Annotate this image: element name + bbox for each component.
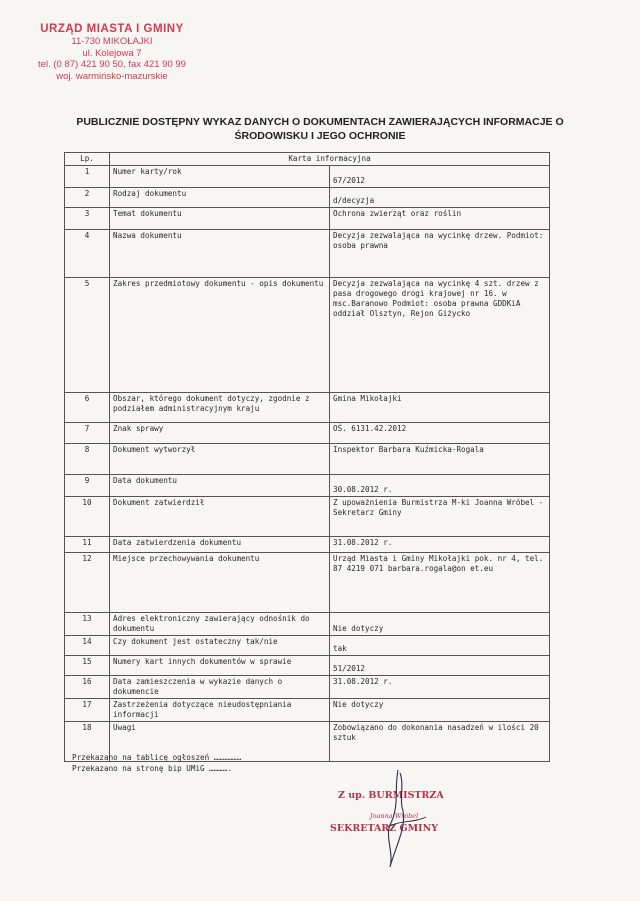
row-value: Decyzja zezwalająca na wycinkę drzew. Podmiot: osoba prawna — [330, 230, 550, 278]
stamp-title: URZĄD MIASTA I GMINY — [40, 23, 184, 35]
row-value: Nie dotyczy — [330, 699, 550, 722]
row-value: d/decyzja — [330, 188, 550, 208]
row-label: Uwagi — [110, 722, 330, 762]
row-label: Rodzaj dokumentu — [110, 188, 330, 208]
handwritten-signature-icon — [330, 765, 480, 875]
table-row — [65, 656, 550, 676]
row-number: 4 — [65, 230, 110, 278]
row-value: 67/2012 — [330, 166, 550, 188]
row-label: Data zamieszczenia w wykazie danych o dokumencie — [110, 676, 330, 699]
row-number: 12 — [65, 553, 110, 613]
row-number: 15 — [65, 656, 110, 676]
row-value: Inspektor Barbara Kuźmicka-Rogala — [330, 444, 550, 475]
table-row — [65, 553, 550, 613]
row-number: 17 — [65, 699, 110, 722]
row-value: Nie dotyczy — [330, 613, 550, 636]
table-row — [65, 166, 550, 188]
footer-bip-page: Przekazano na stronę bip UMiG …………. — [72, 764, 233, 773]
table-row — [65, 444, 550, 475]
row-number: 3 — [65, 208, 110, 230]
row-label: Zakres przedmiotowy dokumentu - opis dokumentu — [110, 278, 330, 393]
row-number: 1 — [65, 166, 110, 188]
header-card: Karta informacyjna — [110, 153, 550, 166]
table-row — [65, 537, 550, 553]
table-row — [65, 699, 550, 722]
row-value: OŚ. 6131.42.2012 — [330, 423, 550, 444]
row-label: Numery kart innych dokumentów w sprawie — [110, 656, 330, 676]
row-label: Nazwa dokumentu — [110, 230, 330, 278]
table-row — [65, 613, 550, 636]
row-value: Decyzja zezwalająca na wycinkę 4 szt. drzew z pasa drogowego drogi krajowej nr 16. w msc.Baranowo Podmiot: osoba prawna GDDKiA oddział Olsztyn, Rejon Giżycko — [330, 278, 550, 393]
row-label: Data dokumentu — [110, 475, 330, 497]
row-label: Numer karty/rok — [110, 166, 330, 188]
office-stamp — [12, 22, 212, 82]
table-row — [65, 230, 550, 278]
row-number: 9 — [65, 475, 110, 497]
document-title-line-2: ŚRODOWISKU I JEGO OCHRONIE — [234, 130, 406, 143]
row-label: Dokument wytworzył — [110, 444, 330, 475]
header-lp: Lp. — [65, 153, 110, 166]
row-label: Znak sprawy — [110, 423, 330, 444]
row-value: Zobowiązano do dokonania nasadzeń w ilości 20 sztuk — [330, 722, 550, 762]
row-value: 31.08.2012 r. — [330, 676, 550, 699]
stamp-line-postal: 11-730 MIKOŁAJKI — [71, 36, 153, 48]
signature-on-behalf: Z up. BURMISTRZA — [338, 790, 444, 801]
table-row — [65, 676, 550, 699]
stamp-line-street: ul. Kolejowa 7 — [82, 47, 142, 59]
information-card-table — [64, 152, 550, 762]
table-row — [65, 278, 550, 393]
row-label: Temat dokumentu — [110, 208, 330, 230]
row-label: Zastrzeżenia dotyczące nieudostępniania informacji — [110, 699, 330, 722]
row-value: tak — [330, 636, 550, 656]
stamp-line-phone: tel. (0 87) 421 90 50, fax 421 90 99 — [38, 59, 186, 71]
table-row — [65, 423, 550, 444]
row-label: Dokument zatwierdził — [110, 497, 330, 537]
row-value: 30.08.2012 r. — [330, 475, 550, 497]
row-number: 11 — [65, 537, 110, 553]
table-row — [65, 636, 550, 656]
row-number: 6 — [65, 393, 110, 423]
row-label: Adres elektroniczny zawierający odnośnik do dokumentu — [110, 613, 330, 636]
row-number: 10 — [65, 497, 110, 537]
row-value: 51/2012 — [330, 656, 550, 676]
row-number: 2 — [65, 188, 110, 208]
table-row — [65, 497, 550, 537]
row-number: 5 — [65, 278, 110, 393]
row-number: 8 — [65, 444, 110, 475]
footer-notice-board: Przekazano na tablicę ogłoszeń ……………… — [72, 753, 242, 762]
table-row — [65, 393, 550, 423]
signature-block — [330, 765, 480, 875]
row-number: 13 — [65, 613, 110, 636]
footer-notes — [72, 752, 241, 774]
table-row — [65, 475, 550, 497]
row-number: 14 — [65, 636, 110, 656]
row-label: Data zatwierdzenia dokumentu — [110, 537, 330, 553]
row-label: Miejsce przechowywania dokumentu — [110, 553, 330, 613]
row-label: Czy dokument jest ostateczny tak/nie — [110, 636, 330, 656]
row-value: Ochrona zwierząt oraz roślin — [330, 208, 550, 230]
signature-name: Joanna Wróbel — [370, 812, 419, 820]
row-label: Obszar, którego dokument dotyczy, zgodnie z podziałem administracyjnym kraju — [110, 393, 330, 423]
row-value: Gmina Mikołajki — [330, 393, 550, 423]
table-header-row — [65, 153, 550, 166]
row-number: 16 — [65, 676, 110, 699]
stamp-line-region: woj. warmińsko-mazurskie — [56, 70, 168, 82]
signature-title: SEKRETARZ GMINY — [330, 823, 439, 834]
table-row — [65, 208, 550, 230]
document-title-line-1: PUBLICZNIE DOSTĘPNY WYKAZ DANYCH O DOKUMENTACH ZAWIERAJĄCYCH INFORMACJE O — [76, 116, 564, 128]
document-title — [60, 115, 580, 143]
row-number: 18 — [65, 722, 110, 762]
table-row — [65, 188, 550, 208]
row-value: Urząd Miasta i Gminy Mikołajki pok. nr 4, tel. 87 4219 071 barbara.rogala@on et.eu — [330, 553, 550, 613]
row-value: 31.08.2012 r. — [330, 537, 550, 553]
row-number: 7 — [65, 423, 110, 444]
row-value: Z upoważnienia Burmistrza M-ki Joanna Wróbel - Sekretarz Gminy — [330, 497, 550, 537]
